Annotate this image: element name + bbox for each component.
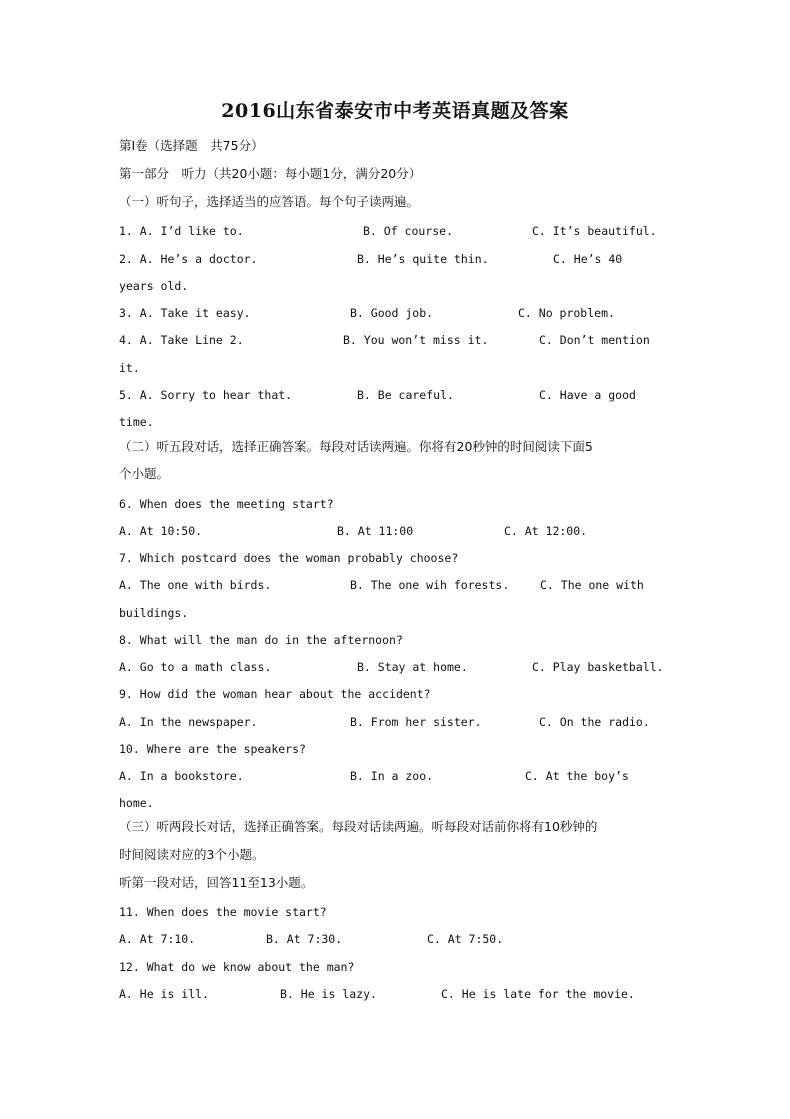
q10-continuation: home. [119, 796, 154, 810]
q12-option-c: C. He is late for the movie. [441, 987, 635, 1001]
q2-option-b: B. He’s quite thin. [357, 252, 489, 266]
section2-instruction-cont: 个小题。 [119, 466, 170, 481]
q7-stem: 7. Which postcard does the woman probably choose? [119, 551, 459, 565]
q10-stem: 10. Where are the speakers? [119, 742, 306, 756]
q5-option-b: B. Be careful. [357, 388, 454, 402]
part1-heading: 第一部分 听力（共20小题：每小题1分，满分20分） [119, 166, 422, 181]
dialog1-heading: 听第一段对话，回答11至13小题。 [119, 875, 314, 890]
q4-option-b: B. You won’t miss it. [343, 333, 489, 347]
q3-option-b: B. Good job. [350, 306, 434, 320]
section2-instruction: （二）听五段对话，选择正确答案。每段对话读两遍。你将有20秒钟的时间阅读下面5 [119, 439, 593, 454]
q1-option-a: 1. A. I’d like to. [119, 224, 244, 238]
q8-option-a: A. Go to a math class. [119, 660, 272, 674]
q5-option-a: 5. A. Sorry to hear that. [119, 388, 293, 402]
q6-option-b: B. At 11:00 [337, 524, 414, 538]
q12-stem: 12. What do we know about the man? [119, 960, 355, 974]
q3-option-c: C. No problem. [518, 306, 615, 320]
q2-option-c: C. He’s 40 [553, 252, 623, 266]
q7-continuation: buildings. [119, 606, 189, 620]
section3-instruction: （三）听两段长对话，选择正确答案。每段对话读两遍。听每段对话前你将有10秒钟的 [119, 819, 598, 834]
q5-continuation: time. [119, 415, 154, 429]
q6-stem: 6. When does the meeting start? [119, 497, 334, 511]
q11-option-a: A. At 7:10. [119, 932, 196, 946]
q11-stem: 11. When does the movie start? [119, 905, 327, 919]
q7-option-b: B. The one wih forests. [350, 578, 510, 592]
q8-option-c: C. Play basketball. [532, 660, 664, 674]
q9-stem: 9. How did the woman hear about the accident? [119, 687, 431, 701]
q6-option-a: A. At 10:50. [119, 524, 203, 538]
q5-option-c: C. Have a good [539, 388, 636, 402]
q9-option-b: B. From her sister. [350, 715, 482, 729]
section1-instruction: （一）听句子，选择适当的应答语。每个句子读两遍。 [119, 194, 420, 209]
q10-option-c: C. At the boy’s [525, 769, 629, 783]
q9-option-a: A. In the newspaper. [119, 715, 258, 729]
page-title: 2016山东省泰安市中考英语真题及答案 [221, 100, 569, 122]
q12-option-b: B. He is lazy. [280, 987, 377, 1001]
q4-continuation: it. [119, 361, 140, 375]
q11-option-c: C. At 7:50. [427, 932, 504, 946]
q1-option-c: C. It’s beautiful. [532, 224, 657, 238]
q8-option-b: B. Stay at home. [357, 660, 468, 674]
q7-option-c: C. The one with [540, 578, 644, 592]
q10-option-b: B. In a zoo. [350, 769, 434, 783]
q1-option-b: B. Of course. [363, 224, 454, 238]
section3-instruction-cont: 时间阅读对应的3个小题。 [119, 847, 265, 862]
q7-option-a: A. The one with birds. [119, 578, 272, 592]
q12-option-a: A. He is ill. [119, 987, 210, 1001]
q4-option-c: C. Don’t mention [539, 333, 650, 347]
q2-option-a: 2. A. He’s a doctor. [119, 252, 258, 266]
q8-stem: 8. What will the man do in the afternoon? [119, 633, 403, 647]
q10-option-a: A. In a bookstore. [119, 769, 244, 783]
q11-option-b: B. At 7:30. [266, 932, 343, 946]
q3-option-a: 3. A. Take it easy. [119, 306, 251, 320]
q4-option-a: 4. A. Take Line 2. [119, 333, 244, 347]
q9-option-c: C. On the radio. [539, 715, 650, 729]
volume-heading: 第Ⅰ卷（选择题 共75分） [119, 138, 264, 153]
q6-option-c: C. At 12:00. [504, 524, 588, 538]
q2-continuation: years old. [119, 279, 189, 293]
